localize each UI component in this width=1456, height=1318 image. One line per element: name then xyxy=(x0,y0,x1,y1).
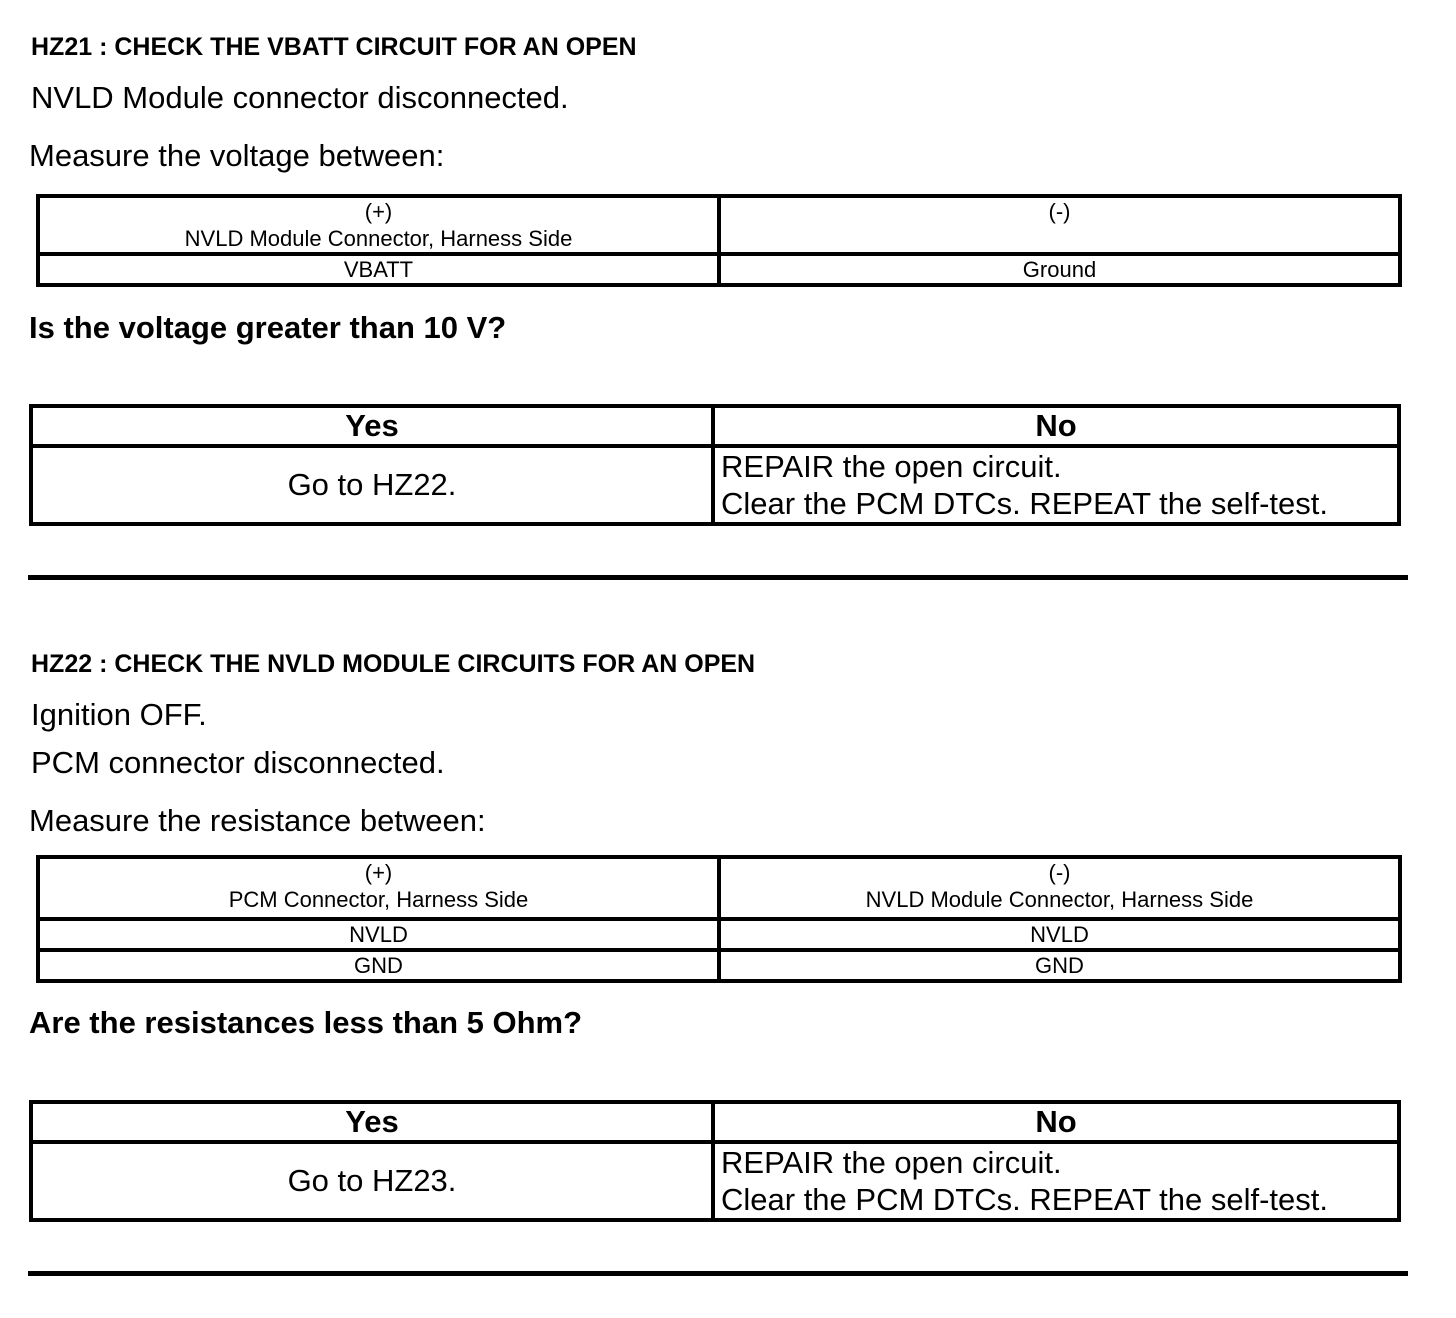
yes-no-table xyxy=(29,404,1401,526)
section-divider xyxy=(28,575,1408,580)
no-header: No xyxy=(713,1102,1399,1142)
condition-text: NVLD Module connector disconnected. xyxy=(31,80,569,115)
step-title-hz21: HZ21 : CHECK THE VBATT CIRCUIT FOR AN OPEN xyxy=(31,33,637,61)
section-divider xyxy=(28,1271,1408,1276)
yes-action: Go to HZ23. xyxy=(31,1142,713,1220)
table-cell: GND xyxy=(38,950,719,981)
plus-label: (+) xyxy=(364,199,393,224)
plus-header-cell xyxy=(38,196,719,254)
no-action-cell xyxy=(713,446,1399,524)
yes-no-table xyxy=(29,1100,1401,1222)
no-action-line: Clear the PCM DTCs. REPEAT the self-test. xyxy=(721,1182,1328,1217)
minus-label: (-) xyxy=(1048,860,1071,885)
no-action-line: REPAIR the open circuit. xyxy=(721,1145,1062,1180)
minus-header-cell xyxy=(719,857,1400,919)
plus-desc: PCM Connector, Harness Side xyxy=(228,887,529,912)
no-action-cell xyxy=(713,1142,1399,1220)
yes-header: Yes xyxy=(31,1102,713,1142)
measure-prompt: Measure the voltage between: xyxy=(29,138,445,173)
plus-header-cell xyxy=(38,857,719,919)
condition-text: PCM connector disconnected. xyxy=(31,745,445,780)
table-cell: GND xyxy=(719,950,1400,981)
table-cell: VBATT xyxy=(38,254,719,285)
condition-text: Ignition OFF. xyxy=(31,697,207,732)
measure-prompt: Measure the resistance between: xyxy=(29,803,486,838)
no-action-line: REPAIR the open circuit. xyxy=(721,449,1062,484)
yes-header: Yes xyxy=(31,406,713,446)
question-text: Is the voltage greater than 10 V? xyxy=(29,310,507,345)
question-text: Are the resistances less than 5 Ohm? xyxy=(29,1005,583,1040)
measurement-table xyxy=(36,855,1402,983)
plus-label: (+) xyxy=(364,860,393,885)
no-action-line: Clear the PCM DTCs. REPEAT the self-test. xyxy=(721,486,1328,521)
step-title-hz22: HZ22 : CHECK THE NVLD MODULE CIRCUITS FOR AN OPEN xyxy=(31,650,756,678)
minus-header-cell xyxy=(719,196,1400,254)
measurement-table xyxy=(36,194,1402,287)
table-cell: NVLD xyxy=(719,919,1400,950)
minus-desc: NVLD Module Connector, Harness Side xyxy=(865,887,1254,912)
yes-action: Go to HZ22. xyxy=(31,446,713,524)
minus-desc xyxy=(721,225,1398,252)
plus-desc: NVLD Module Connector, Harness Side xyxy=(184,226,573,251)
no-header: No xyxy=(713,406,1399,446)
table-cell: Ground xyxy=(719,254,1400,285)
minus-label: (-) xyxy=(1048,199,1071,224)
table-cell: NVLD xyxy=(38,919,719,950)
